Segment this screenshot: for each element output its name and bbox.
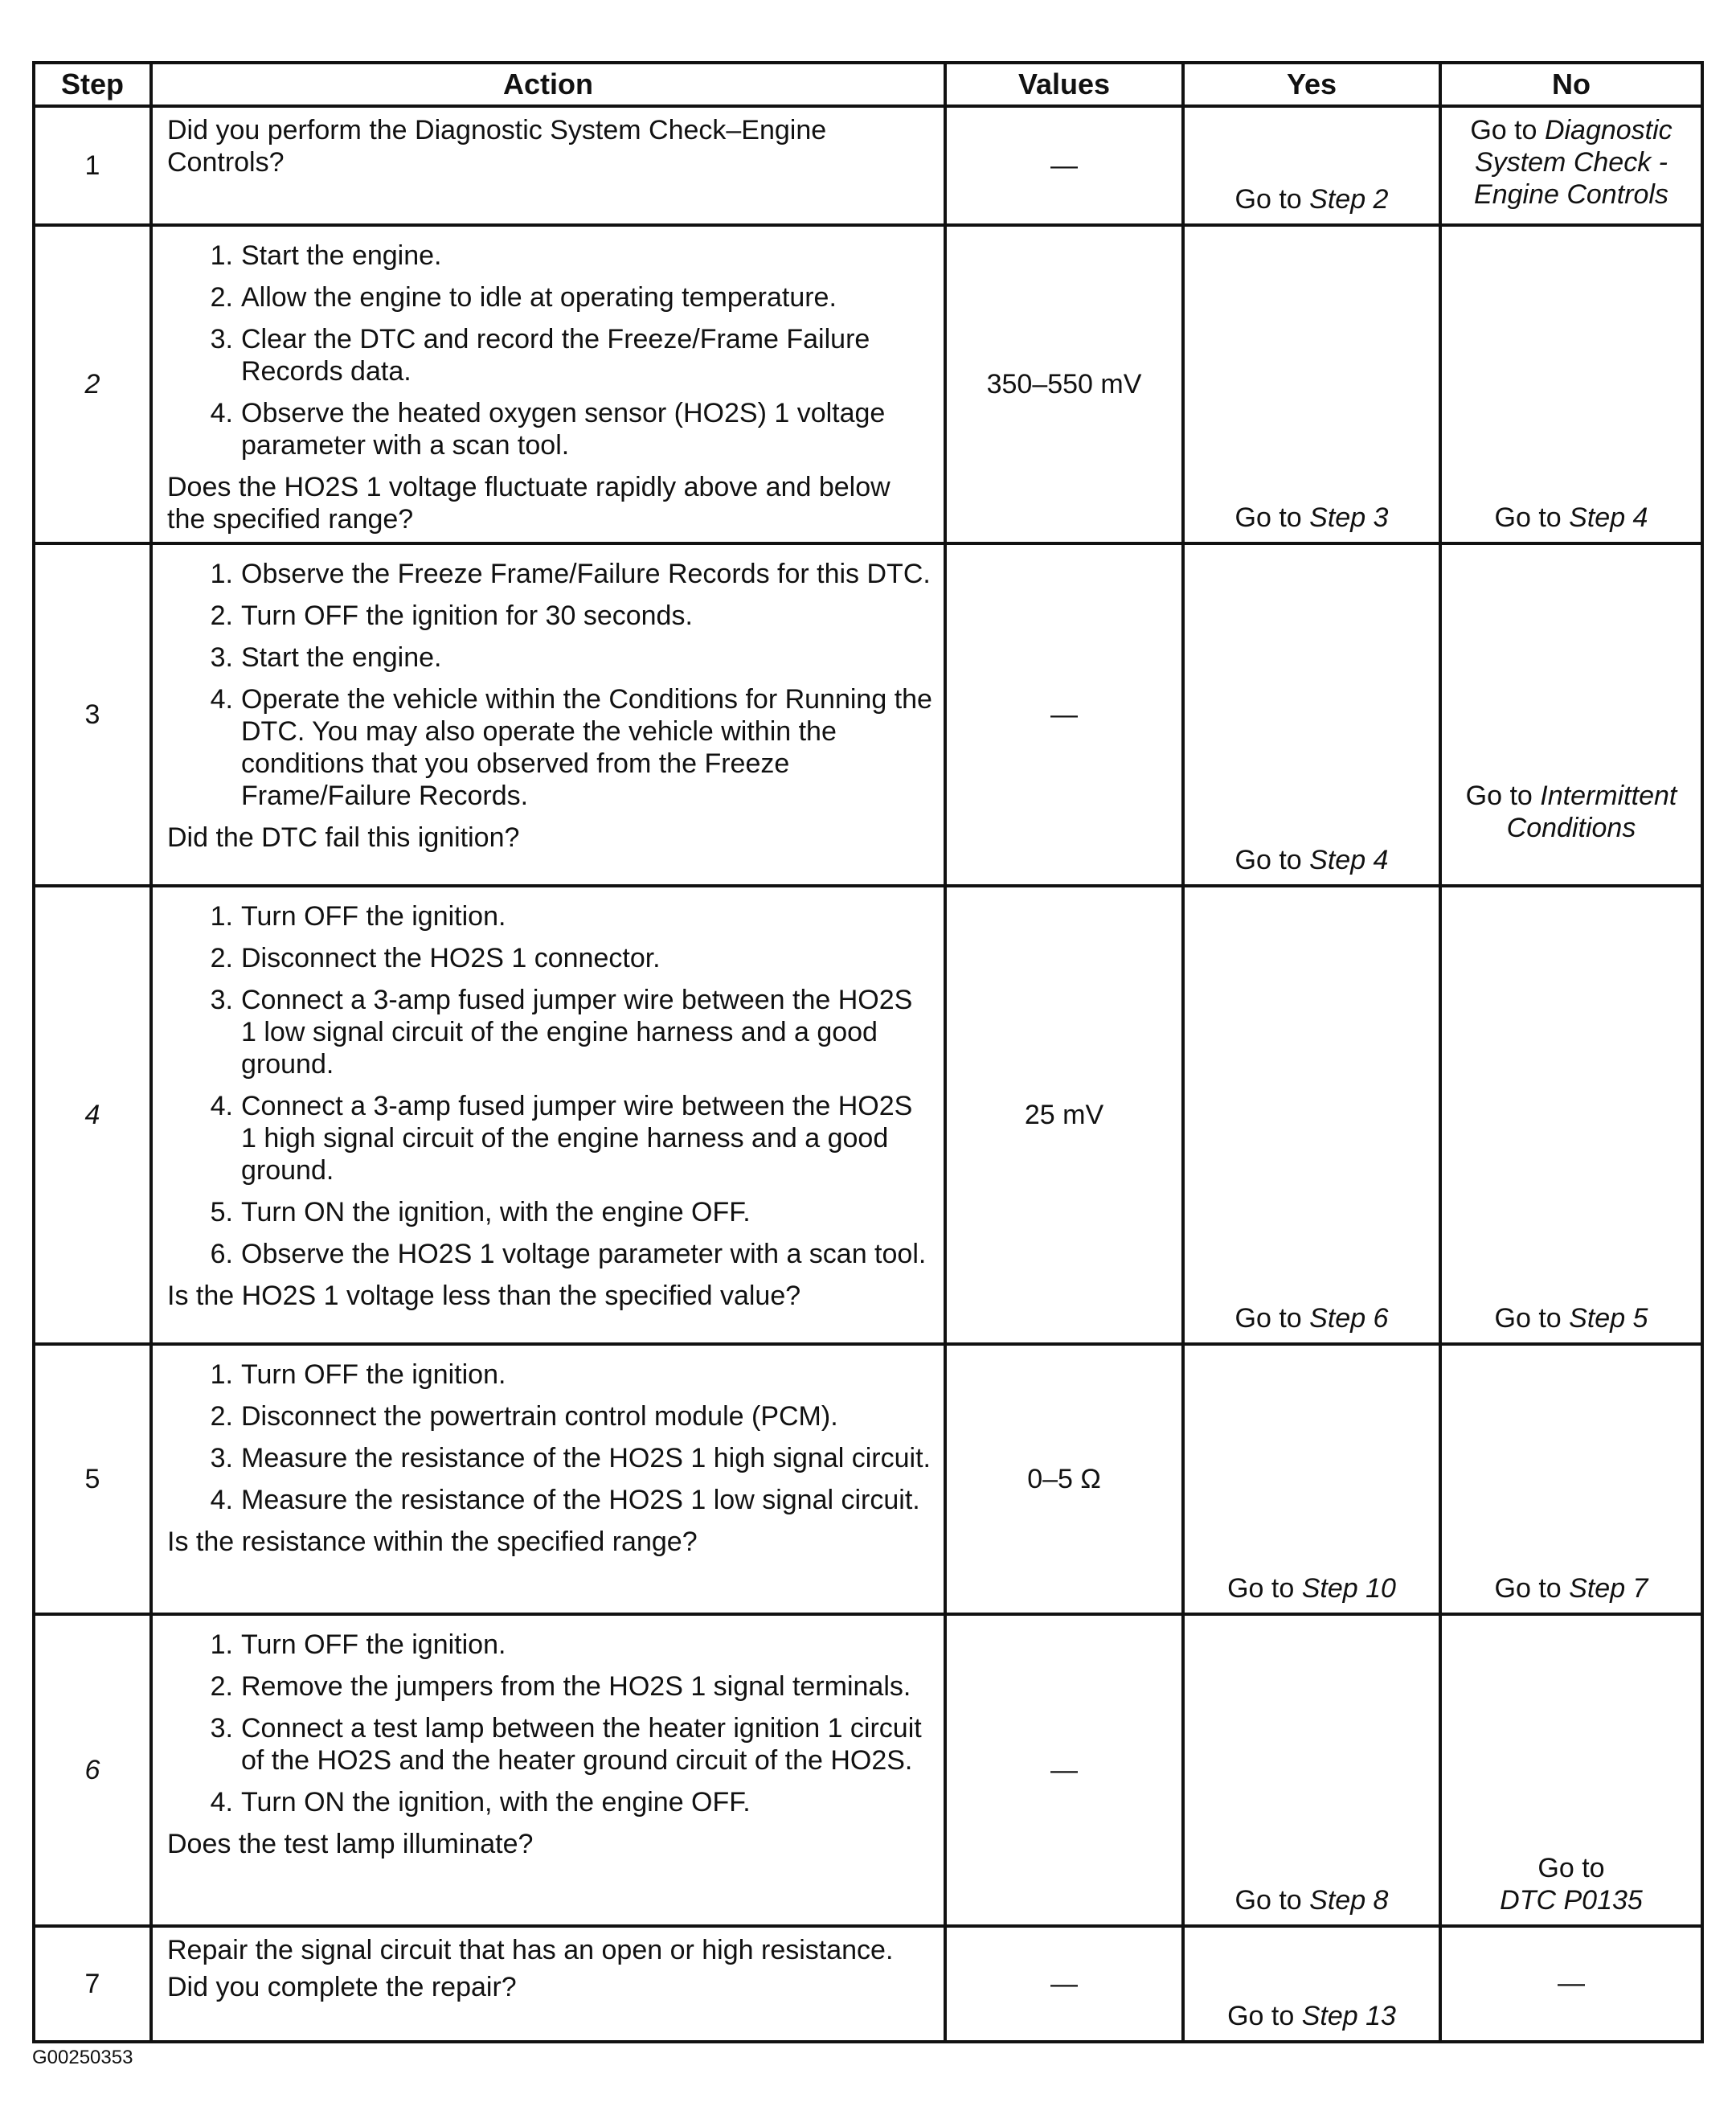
yes-cell	[1183, 1344, 1440, 1614]
diagnostic-table	[32, 61, 1704, 2043]
goto-label: Go to	[1227, 1573, 1295, 1604]
list-item: 3. Measure the resistance of the HO2S 1 high signal circuit.	[210, 1443, 931, 1473]
action-text: Did you perform the Diagnostic System Check–Engine Controls?	[167, 115, 827, 178]
no-cell	[1440, 886, 1702, 1344]
header-action: Action	[151, 63, 945, 106]
value-cell: 0–5 Ω	[945, 1344, 1183, 1614]
step-number: 1	[34, 106, 151, 225]
yes-cell	[1183, 106, 1440, 225]
yes-cell	[1183, 1926, 1440, 2042]
no-link[interactable]: Diagnostic System Check - Engine Controls	[1474, 115, 1673, 210]
value-cell: —	[945, 1926, 1183, 2042]
question-text: Does the HO2S 1 voltage fluctuate rapidly above and below the specified range?	[167, 472, 891, 535]
step-number: 3	[34, 543, 151, 886]
value-cell: 25 mV	[945, 886, 1183, 1344]
table-row	[34, 1344, 1702, 1614]
list-item: 1. Observe the Freeze Frame/Failure Records for this DTC.	[210, 559, 931, 589]
goto-label: Go to	[1494, 1303, 1562, 1334]
no-link[interactable]: Intermittent Conditions	[1506, 781, 1677, 843]
list-item: 1. Turn OFF the ignition.	[210, 901, 506, 932]
action-text: Repair the signal circuit that has an open or high resistance.	[167, 1935, 894, 1965]
goto-label: Go to	[1470, 115, 1537, 145]
list-item: 5. Turn ON the ignition, with the engine OFF.	[210, 1197, 751, 1227]
list-item: 2. Disconnect the HO2S 1 connector.	[210, 943, 661, 973]
no-cell	[1440, 543, 1702, 886]
list-item: 1. Start the engine.	[210, 240, 442, 271]
list-item: 1. Turn OFF the ignition.	[210, 1629, 506, 1660]
step-number: 4	[34, 886, 151, 1344]
header-row	[34, 63, 1702, 106]
yes-link[interactable]: Step 10	[1301, 1573, 1396, 1604]
action-cell	[151, 543, 945, 886]
action-cell	[151, 1344, 945, 1614]
list-item: 4. Observe the heated oxygen sensor (HO2S) 1 voltage parameter with a scan tool.	[210, 398, 886, 461]
question-text: Is the resistance within the specified range?	[167, 1527, 698, 1557]
list-item: 2. Remove the jumpers from the HO2S 1 signal terminals.	[210, 1671, 911, 1702]
list-item: 4. Connect a 3-amp fused jumper wire between the HO2S 1 high signal circuit of the engine harness and a good ground.	[210, 1091, 913, 1186]
step-number: 6	[34, 1614, 151, 1926]
yes-link[interactable]: Step 2	[1309, 184, 1389, 215]
no-link[interactable]: Step 7	[1569, 1573, 1648, 1604]
list-item: 2. Turn OFF the ignition for 30 seconds.	[210, 600, 693, 631]
no-cell	[1440, 225, 1702, 543]
list-item: 3. Start the engine.	[210, 642, 442, 673]
list-item: 6. Observe the HO2S 1 voltage parameter with a scan tool.	[210, 1239, 927, 1269]
yes-cell	[1183, 543, 1440, 886]
yes-link[interactable]: Step 6	[1309, 1303, 1389, 1334]
table-row	[34, 543, 1702, 886]
no-cell: —	[1440, 1926, 1702, 2042]
action-cell	[151, 106, 945, 225]
action-cell	[151, 1926, 945, 2042]
no-cell	[1440, 1344, 1702, 1614]
step-number: 5	[34, 1344, 151, 1614]
action-cell	[151, 225, 945, 543]
no-link[interactable]: DTC P0135	[1500, 1885, 1643, 1916]
table-row	[34, 886, 1702, 1344]
action-cell	[151, 886, 945, 1344]
header-values: Values	[945, 63, 1183, 106]
list-item: 4. Measure the resistance of the HO2S 1 low signal circuit.	[210, 1485, 920, 1515]
goto-label: Go to	[1234, 1885, 1302, 1916]
table-row	[34, 225, 1702, 543]
header-yes: Yes	[1183, 63, 1440, 106]
goto-label: Go to	[1234, 502, 1302, 533]
no-cell	[1440, 106, 1702, 225]
header-step: Step	[34, 63, 151, 106]
table-row	[34, 106, 1702, 225]
question-text: Does the test lamp illuminate?	[167, 1829, 534, 1859]
value-cell: —	[945, 1614, 1183, 1926]
list-item: 2. Disconnect the powertrain control module (PCM).	[210, 1401, 838, 1432]
list-item: 4. Operate the vehicle within the Conditions for Running the DTC. You may also operate the vehicle within the conditions that you observed from the Freeze Frame/Failure Records.	[210, 684, 932, 811]
no-cell	[1440, 1614, 1702, 1926]
list-item: 2. Allow the engine to idle at operating temperature.	[210, 282, 837, 313]
value-cell: —	[945, 106, 1183, 225]
step-number: 2	[34, 225, 151, 543]
no-link[interactable]: Step 4	[1569, 502, 1648, 533]
list-item: 1. Turn OFF the ignition.	[210, 1359, 506, 1390]
list-item: 3. Connect a 3-amp fused jumper wire between the HO2S 1 low signal circuit of the engine harness and a good ground.	[210, 985, 913, 1080]
value-cell: —	[945, 543, 1183, 886]
action-cell	[151, 1614, 945, 1926]
question-text: Is the HO2S 1 voltage less than the specified value?	[167, 1281, 801, 1311]
list-item: 3. Clear the DTC and record the Freeze/Frame Failure Records data.	[210, 324, 870, 387]
yes-link[interactable]: Step 4	[1309, 845, 1389, 875]
goto-label: Go to	[1465, 781, 1533, 811]
table-row	[34, 1614, 1702, 1926]
header-no: No	[1440, 63, 1702, 106]
goto-label: Go to	[1227, 2001, 1295, 2031]
goto-label: Go to	[1494, 1573, 1562, 1604]
yes-link[interactable]: Step 8	[1309, 1885, 1389, 1916]
yes-link[interactable]: Step 3	[1309, 502, 1389, 533]
goto-label: Go to	[1234, 1303, 1302, 1334]
yes-cell	[1183, 225, 1440, 543]
question-text: Did the DTC fail this ignition?	[167, 822, 520, 853]
list-item: 3. Connect a test lamp between the heater ignition 1 circuit of the HO2S and the heater ground circuit of the HO2S.	[210, 1713, 922, 1776]
goto-label: Go to	[1537, 1853, 1605, 1883]
no-link[interactable]: Step 5	[1569, 1303, 1648, 1334]
step-number: 7	[34, 1926, 151, 2042]
value-cell: 350–550 mV	[945, 225, 1183, 543]
goto-label: Go to	[1234, 184, 1302, 215]
figure-id: G00250353	[32, 2047, 133, 2068]
table-row	[34, 1926, 1702, 2042]
question-text: Did you complete the repair?	[167, 1972, 517, 2002]
list-item: 4. Turn ON the ignition, with the engine OFF.	[210, 1787, 751, 1818]
yes-link[interactable]: Step 13	[1301, 2001, 1396, 2031]
goto-label: Go to	[1234, 845, 1302, 875]
yes-cell	[1183, 886, 1440, 1344]
goto-label: Go to	[1494, 502, 1562, 533]
yes-cell	[1183, 1614, 1440, 1926]
